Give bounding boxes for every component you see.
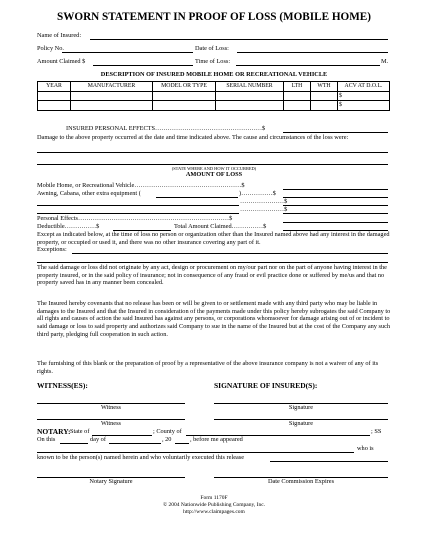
notary-day-of-text: day of [90,436,106,443]
paragraph-origin: The said damage or loss did not originate by any act, design or procurement on my/our part nor on the part of anyone having interest in the property insured, or in the said policy of insurance; not in consequence of any fraud or evil practice done or suffered by me/us and that no property saved has in any manner been concealed. [37,264,387,287]
time-of-loss-field[interactable] [236,65,380,66]
col-serial: SERIAL NUMBER [216,82,284,92]
extra-item-1-amount[interactable] [283,205,388,206]
total-amount-label: Total Amount Claimed……………$ [174,223,267,230]
state-note: (STATE WHERE AND HOW IT OCCURRED) [171,166,257,171]
model-cell[interactable] [153,91,216,101]
witness-label-1: Witness [100,404,122,411]
amount-claimed-label: Amount Claimed $ [37,58,86,65]
awning-description[interactable] [156,197,238,198]
awning-label: Awning, Cabana, other extra equipment ( [37,190,141,197]
notary-label: NOTARY: [37,427,71,436]
personal-effects-label: INSURED PERSONAL EFFECTS……………………………………………$ [66,125,266,132]
name-of-insured-label: Name of Insured: [37,32,82,39]
awning-suffix: )……………$ [239,190,276,197]
mobile-home-amount[interactable] [283,189,388,190]
description-heading: DESCRIPTION OF INSURED MOBILE HOME OR RECREATIONAL VEHICLE [100,71,328,78]
col-lth: LTH [284,82,311,92]
manufacturer-cell[interactable] [71,91,153,101]
col-year: YEAR [38,82,71,92]
footer-copyright: © 2004 Nationwide Publishing Company, Inc. [162,502,266,508]
notary-known-text: known to be the person(s) named herein and who voluntarily executed this release [37,454,245,461]
policy-no-field[interactable] [62,52,193,53]
personal-effects-field[interactable] [283,132,388,133]
notary-ss-text: ; SS [371,428,382,435]
extra-item-2[interactable] [37,213,239,214]
vehicle-table-header [38,82,390,92]
personal-effects-amount-label: Personal Effects………………………………………………………………$ [37,215,233,222]
paragraph-subrogation: The Insured hereby covenants that no release has been or will be given to or settlement made with any third party who may be liable in damages to the Insured and that the Insured in consideration of the payments made under this policy hereby subrogates the said Company to all rights and causes of action the said Insured has against any persons, or corporations whomsoever for damage arising out of or incident to said damage or loss to said property and authorizes said Company to sue in the name of the Insured but at the cost of the Company any such third party, pledging full cooperation in such action. [37,300,391,338]
notary-month-field[interactable] [109,443,161,444]
date-of-loss-field[interactable] [237,52,388,53]
except-text: Except as indicated below, at the time of loss no person or organization other than the Insured named above had any interest in the damaged property, or occupied or used it, and there was no other insurance covering any part of it. [37,231,390,246]
col-acv: ACV AT D.O.L. [338,82,390,92]
circumstances-line-1[interactable] [37,152,388,153]
commission-expires-label: Date Commission Expires [267,478,335,485]
personal-effects-amount[interactable] [283,222,388,223]
wth-cell[interactable] [311,91,338,101]
damage-text: Damage to the above property occurred at the date and time indicated above. The cause and circumstances of the loss were: [37,134,349,141]
year-cell[interactable] [38,101,71,111]
notary-who-is-text: who is [357,445,374,452]
notary-appeared-field[interactable] [37,452,354,453]
col-model: MODEL OR TYPE [153,82,216,92]
extra-item-2-dots: …………………$ [240,206,288,213]
witness-heading: WITNESS(ES): [37,381,88,390]
notary-year-text: , 20 [162,436,172,443]
notary-state-text: State of [70,428,90,435]
amount-of-loss-heading: AMOUNT OF LOSS [185,171,243,178]
lth-cell[interactable] [284,101,311,111]
footer-url-link[interactable]: http://www.claimpages.com [183,509,245,515]
lth-cell[interactable] [284,91,311,101]
form-title: SWORN STATEMENT IN PROOF OF LOSS (MOBILE HOME) [56,11,371,23]
time-of-loss-label: Time of Loss: [195,58,231,65]
col-wth: WTH [311,82,338,92]
acv-cell[interactable]: $ [338,101,390,111]
paragraph-waiver: The furnishing of this blank or the preparation of proof by a representative of the above insurance company is not a waiver of any of its rights. [37,360,379,375]
notary-county-text: ; County of [153,428,182,435]
deductible-label: Deductible……………$ [37,223,100,230]
awning-amount[interactable] [283,197,388,198]
notary-before-me-text: , before me appeared [190,436,243,443]
manufacturer-cell[interactable] [71,101,153,111]
acv-cell[interactable]: $ [338,91,390,101]
exceptions-label: Exceptions: [37,246,67,253]
date-of-loss-label: Date of Loss: [195,45,229,52]
wth-cell[interactable] [311,101,338,111]
notary-release-field[interactable] [270,461,388,462]
table-row [38,101,390,111]
table-row [38,91,390,101]
year-cell[interactable] [38,91,71,101]
exceptions-field[interactable] [72,253,388,254]
notary-on-this-text: On this [37,436,56,443]
extra-item-2-amount[interactable] [283,213,388,214]
serial-cell[interactable] [216,91,284,101]
notary-year-field[interactable] [175,443,189,444]
extra-item-1-dots: …………………$ [240,198,288,205]
footer-form-number: Form 1170F [200,495,228,501]
policy-no-label: Policy No. [37,45,64,52]
insured-heading: SIGNATURE OF INSURED(S): [214,381,318,390]
signature-label-1: Signature [288,404,314,411]
mobile-home-label: Mobile Home, or Recreational Vehicle……………………………………………$ [37,182,245,189]
witness-label-2: Witness [100,420,122,427]
serial-cell[interactable] [216,101,284,111]
notary-signature-label: Notary Signature [89,478,133,485]
notary-day-field[interactable] [60,443,88,444]
vehicle-table [37,81,390,111]
amount-claimed-field[interactable] [93,65,193,66]
time-of-loss-suffix: M. [381,58,389,65]
extra-item-1[interactable] [37,205,239,206]
col-manufacturer: MANUFACTURER [71,82,153,92]
exceptions-line-2[interactable] [37,262,388,263]
circumstances-line-2[interactable] [37,164,388,165]
model-cell[interactable] [153,101,216,111]
signature-label-2: Signature [288,420,314,427]
name-of-insured-field[interactable] [90,39,388,40]
